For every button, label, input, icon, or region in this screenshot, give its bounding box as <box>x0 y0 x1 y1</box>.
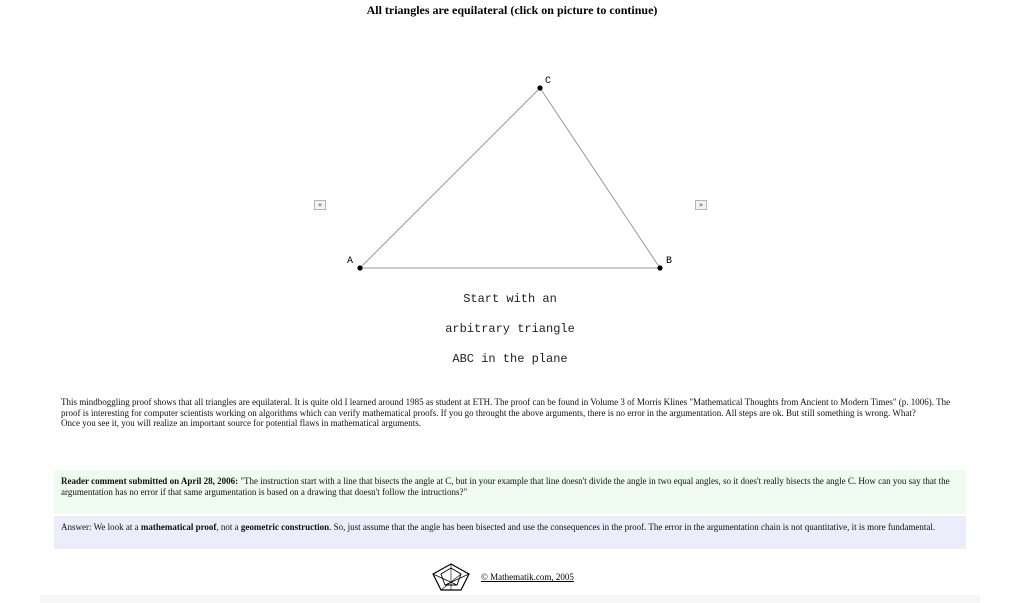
page-title: All triangles are equilateral (click on picture to continue) <box>366 3 658 17</box>
copyright-link[interactable]: © Mathematik.com, 2005 <box>481 572 574 582</box>
vertex-a-dot <box>357 265 362 270</box>
next-button[interactable]: » <box>695 200 707 210</box>
answer-suffix: . So, just assume that the angle has been bisected and use the consequences in the proof. The error in the argumentation chain is not quantitative, it is more fundamental. <box>329 522 936 532</box>
answer-middle: , not a <box>216 522 241 532</box>
reader-comment-label: Reader comment submitted on April 28, 2006: <box>61 476 239 486</box>
answer <box>54 516 966 549</box>
bottom-strip <box>40 595 980 603</box>
caption-line: ABC in the plane <box>452 352 568 366</box>
vertex-c-dot <box>537 85 542 90</box>
vertex-c-label: C <box>545 76 552 87</box>
previous-button[interactable]: « <box>314 200 326 210</box>
intro-text <box>61 397 961 429</box>
reader-comment-text: "The instruction start with a line that bisects the angle at C, but in your example that line doesn't divide the angle in two equal angles, so it does't really bisects the angle C. How can you say that the argumentation has no error if that same argumentation is based on a drawing that doesn't follow the intructions?" <box>61 476 950 497</box>
intro-paragraph: This mindboggling proof shows that all triangles are equilateral. It is quite old I learned around 1985 as student at ETH. The proof can be found in Volume 3 of Morris Klines "Mathematical Thoughts from Ancient to Modern Times" (p. 1006). The proof is interesting for computer scientists working on algorithms which can verify mathematical proofs. If you go throught the above arguments, there is no error in the argumentation. All steps are ok. But still something is wrong. What? <box>61 397 951 418</box>
side-ac <box>360 88 540 268</box>
caption-line: arbitrary triangle <box>445 322 575 336</box>
intro-conclusion: Once you see it, you will realize an important source for potential flaws in mathematical arguments. <box>61 418 421 429</box>
mathematik-logo-icon[interactable] <box>431 562 471 592</box>
reader-comment <box>54 470 966 514</box>
answer-bold-1: mathematical proof <box>140 522 217 532</box>
answer-prefix: Answer: We look at a <box>61 522 141 532</box>
caption-line: Start with an <box>463 292 557 306</box>
side-bc <box>540 88 660 268</box>
answer-bold-2: geometric construction <box>240 522 330 532</box>
vertex-a-label: A <box>347 256 354 267</box>
vertex-b-dot <box>657 265 662 270</box>
vertex-b-label: B <box>666 256 673 267</box>
